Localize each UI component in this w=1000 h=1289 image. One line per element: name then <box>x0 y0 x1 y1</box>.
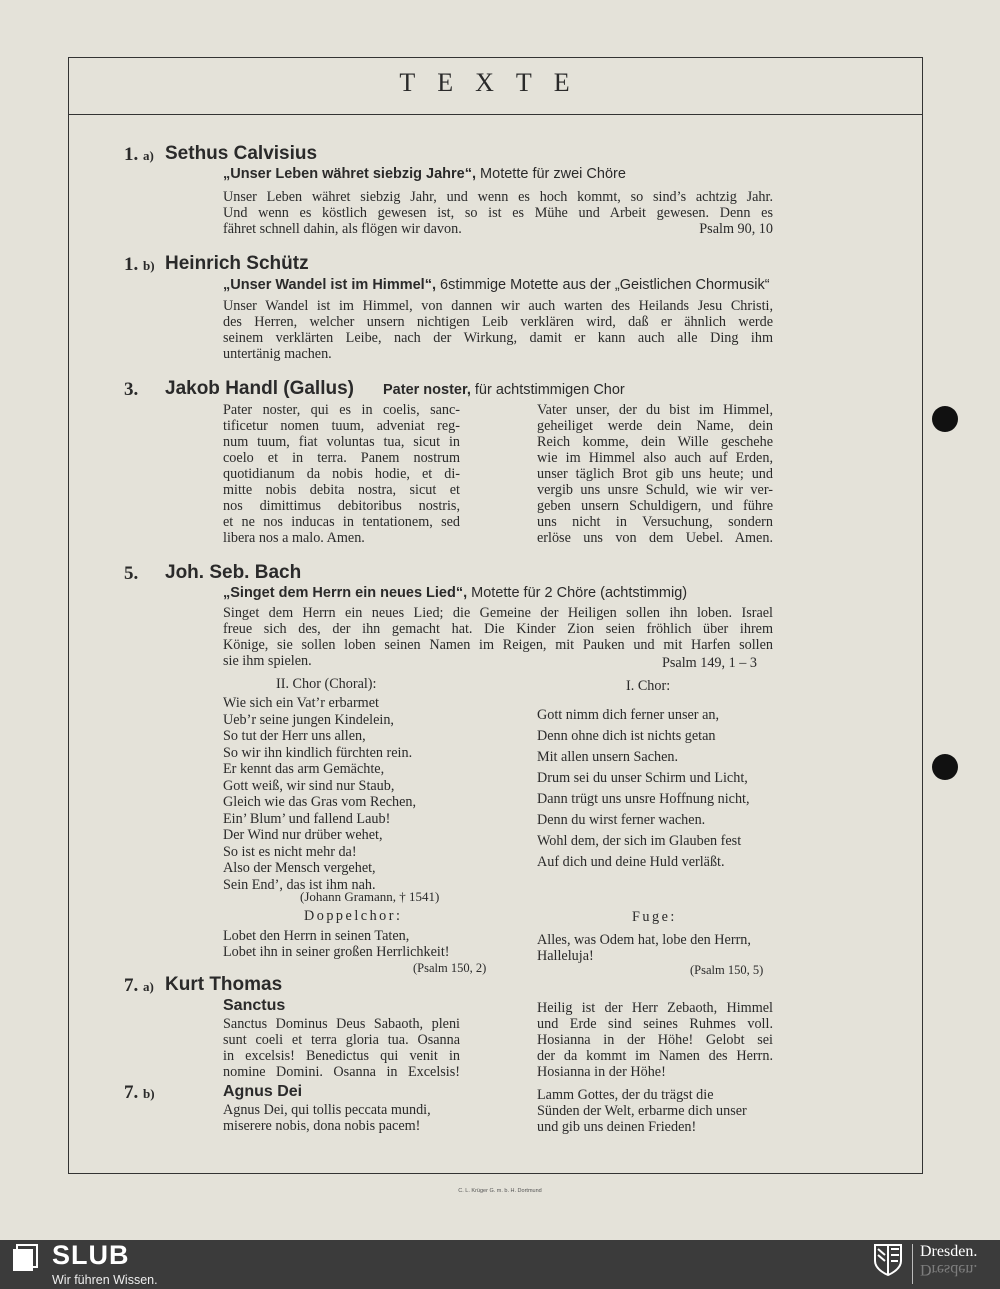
choir-heading: II. Chor (Choral): <box>276 676 377 692</box>
psalm-reference: (Psalm 150, 2) <box>413 961 487 975</box>
section-number: 3. <box>124 379 139 400</box>
punch-hole <box>932 754 958 780</box>
section-number: 7. b) <box>124 1082 155 1103</box>
page-title: TEXTE <box>399 68 592 97</box>
text-line: quotidianum da nobis hodie, et di- <box>223 466 460 482</box>
choir-heading: Doppelchor: <box>304 908 403 924</box>
text-line: Halleluja! <box>537 948 594 964</box>
punch-hole <box>932 406 958 432</box>
text-line: Mit allen unsern Sachen. <box>537 749 679 765</box>
slub-logo-icon <box>12 1243 40 1273</box>
text-line: Agnus Dei, qui tollis peccata mundi, <box>223 1102 431 1118</box>
composer-name: Jakob Handl (Gallus) <box>165 378 354 399</box>
text-line: Singet dem Herrn ein neues Lied; die Gemeine der Heiligen sollen ihn loben. Israel <box>223 605 773 621</box>
choral-text <box>537 707 750 875</box>
text-line: Also der Mensch vergehet, <box>223 860 376 876</box>
text-line: Sünden der Welt, erbarme dich unser <box>537 1103 747 1119</box>
text-line: uns nicht in Versuchung, sondern <box>537 514 773 530</box>
text-line: Denn ohne dich ist nichts getan <box>537 728 716 744</box>
text-line: untertänig machen. <box>223 346 332 362</box>
text-line: Sein End’, das ist ihm nah. <box>223 876 376 893</box>
text-line: Ein’ Blum’ und fallend Laub! <box>223 810 391 827</box>
text-line: Alles, was Odem hat, lobe den Herrn, <box>537 932 751 948</box>
composer-name: Sethus Calvisius <box>165 143 318 164</box>
text-line: seinem verklärten Leibe, nach der Wirkung, damit er kann auch alle Ding ihm <box>223 330 773 346</box>
text-line: Pater noster, qui es in coelis, sanc- <box>223 402 460 418</box>
text-line: und gib uns deinen Frieden! <box>537 1119 697 1135</box>
text-line: libera nos a malo. Amen. <box>223 530 365 546</box>
text-line: Hosianna in der Höhe! <box>537 1064 666 1080</box>
latin-text <box>223 1016 460 1080</box>
text-line: Der Wind nur drüber wehet, <box>223 827 383 843</box>
text-line: Lobet den Herrn in seinen Taten, <box>223 928 410 944</box>
footer-divider <box>912 1244 913 1284</box>
latin-text <box>223 1102 431 1134</box>
psalm-reference: Psalm 149, 1 – 3 <box>662 655 757 671</box>
text-line: Wohl dem, der sich im Glauben fest <box>537 833 742 849</box>
section-number: 1. b) <box>124 254 155 275</box>
text-line: Könige, sie sollen loben seinen Namen im Reigen, mit Pauken und mit Harfen sollen <box>223 637 773 653</box>
text-line: geheiliget werde dein Name, dein <box>537 418 773 434</box>
text-line: fähret schnell dahin, als flögen wir davon. <box>223 221 462 237</box>
text-line: et ne nos inducas in tentationem, sed <box>223 514 460 530</box>
section-number: 7. a) <box>124 975 154 996</box>
text-block <box>223 298 773 362</box>
text-line: mitte nobis debita nostra, sicut et <box>223 482 460 498</box>
text-line: num tuum, fiat voluntas tua, sicut in <box>223 434 460 450</box>
text-line: Dann trügt uns unsre Hoffnung nicht, <box>537 791 750 807</box>
work-title: Pater noster, für achtstimmigen Chor <box>383 382 625 398</box>
text-line: in excelsis! Benedictus qui venit in <box>223 1048 460 1064</box>
text-line: Sanctus Dominus Deus Sabaoth, pleni <box>223 1016 460 1032</box>
composer-name: Joh. Seb. Bach <box>165 562 302 583</box>
text-line: sunt coeli et terra gloria tua. Osanna <box>223 1032 460 1048</box>
city-name-reflection: Dresden. <box>920 1261 978 1278</box>
text-line: der da kommt im Namen des Herrn. <box>537 1048 773 1064</box>
work-title: „Singet dem Herrn ein neues Lied“, Motette für 2 Chöre (achtstimmig) <box>223 585 688 601</box>
choir-heading: Fuge: <box>632 909 677 925</box>
text-line: Gleich wie das Gras vom Rechen, <box>223 794 417 810</box>
text-line: vergib uns unsre Schuld, wie wir ver- <box>537 482 773 498</box>
text-line: nos dimittimus debitoribus nostris, <box>223 498 460 514</box>
composer-name: Heinrich Schütz <box>165 253 309 274</box>
text-line: Wie sich ein Vat’r erbarmet <box>223 695 379 711</box>
choral-text <box>223 695 416 893</box>
text-line: Ueb’r seine jungen Kindelein, <box>223 711 394 728</box>
text-line: freue sich des, der ihn gemacht hat. Die Kinder Zion seien fröhlich über ihrem <box>223 621 773 637</box>
text-line: Reich komme, dein Wille geschehe <box>537 434 773 450</box>
text-line: wie im Himmel also auch auf Erden, <box>537 450 773 466</box>
german-text <box>537 1000 773 1080</box>
text-line: coelo et in terra. Panem nostrum <box>223 450 460 466</box>
text-line: So wir ihn kindlich fürchten rein. <box>223 744 413 761</box>
text-line: erlöse uns von dem Uebel. Amen. <box>537 530 773 546</box>
text-line: sie ihm spielen. <box>223 653 312 669</box>
text-line: Auf dich und deine Huld verläßt. <box>537 854 725 870</box>
library-name: SLUB <box>52 1240 130 1270</box>
choir-heading: I. Chor: <box>626 678 671 694</box>
text-line: Denn du wirst ferner wachen. <box>537 812 706 828</box>
text-line: Unser Leben währet siebzig Jahr, und wenn es hoch kommt, so sind’s achtzig Jahr. <box>223 189 773 205</box>
german-text <box>537 402 773 546</box>
library-tagline: Wir führen Wissen. <box>52 1273 158 1287</box>
text-line: Drum sei du unser Schirm und Licht, <box>537 770 748 786</box>
work-title: „Unser Wandel ist im Himmel“, 6stimmige Motette aus der „Geistlichen Chormusik“ <box>223 277 770 293</box>
text-line: tificetur nomen tuum, adveniat reg- <box>223 418 460 434</box>
text-block <box>223 189 773 237</box>
header-rule <box>68 114 923 115</box>
section-number: 1. a) <box>124 144 154 165</box>
doppelchor-text <box>223 928 450 960</box>
section-number: 5. <box>124 563 139 584</box>
printer-imprint: C. L. Krüger G. m. b. H. Dortmund <box>458 1188 542 1194</box>
text-line: geben unsern Schuldigern, und führe <box>537 498 773 514</box>
text-line: des Herren, welcher unsern nichtigen Leib verklären wird, daß er ähnlich werde <box>223 314 773 330</box>
text-line: Und wenn es köstlich gewesen ist, so ist es Mühe und Arbeit gewesen. Denn es <box>223 205 773 221</box>
psalm-reference: (Psalm 150, 5) <box>690 963 764 977</box>
text-line: Lamm Gottes, der du trägst die <box>537 1087 714 1103</box>
psalm-reference: Psalm 90, 10 <box>699 221 773 237</box>
text-line: So tut der Herr uns allen, <box>223 728 366 744</box>
text-line: nomine Domini. Osanna in Excelsis! <box>223 1064 460 1080</box>
work-title: Agnus Dei <box>223 1083 303 1100</box>
text-line: Er kennt das arm Gemächte, <box>223 761 385 777</box>
text-line: unser täglich Brot gib uns heute; und <box>537 466 773 482</box>
text-line: Unser Wandel ist im Himmel, von dannen wir auch warten des Heilands Jesu Christi, <box>223 298 773 314</box>
german-text <box>537 1087 747 1135</box>
text-line: und Erde sind seines Ruhmes voll. <box>537 1016 773 1032</box>
text-line: So ist es nicht mehr da! <box>223 843 357 860</box>
text-line: Heilig ist der Herr Zebaoth, Himmel <box>537 1000 773 1016</box>
fuge-text <box>537 932 751 964</box>
choral-credit: (Johann Gramann, † 1541) <box>300 889 440 904</box>
city-crest-icon <box>873 1243 903 1277</box>
text-line: miserere nobis, dona nobis pacem! <box>223 1118 421 1134</box>
work-title: Sanctus <box>223 997 286 1014</box>
text-line: Vater unser, der du bist im Himmel, <box>537 402 773 418</box>
latin-text <box>223 402 460 546</box>
text-line: Gott nimm dich ferner unser an, <box>537 707 720 723</box>
work-title: „Unser Leben währet siebzig Jahre“, Motette für zwei Chöre <box>223 166 626 182</box>
text-line: Lobet ihn in seiner großen Herrlichkeit! <box>223 944 450 960</box>
composer-name: Kurt Thomas <box>165 974 283 995</box>
city-name: Dresden. <box>920 1243 978 1260</box>
text-line: Hosianna in der Höhe! Gelobt sei <box>537 1032 773 1048</box>
text-line: Gott weiß, wir sind nur Staub, <box>223 777 395 794</box>
